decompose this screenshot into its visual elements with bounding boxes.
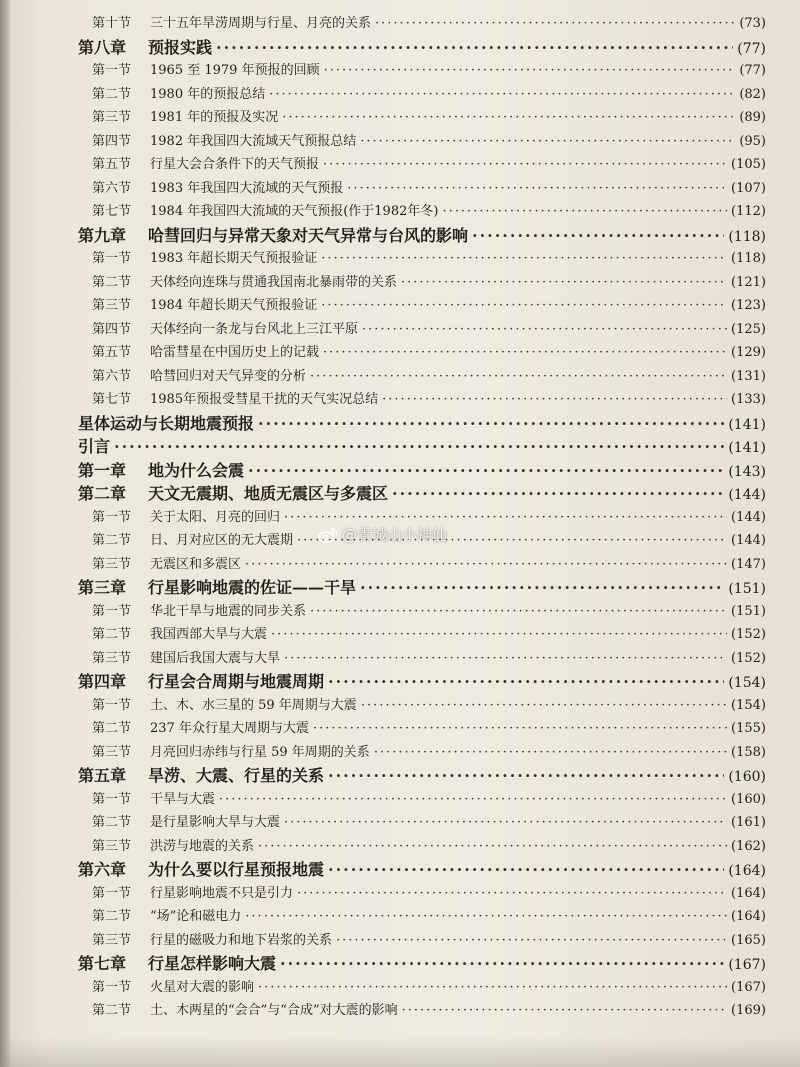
dot-leader: [269, 83, 735, 107]
toc-entry-label: 第一节: [92, 979, 132, 995]
toc-entry-title: 星体运动与长期地震预报: [78, 413, 255, 433]
toc-entry-chapter: [78, 858, 766, 882]
page-binding-shadow: [0, 0, 10, 1067]
toc-entry-page-number: (147): [731, 556, 766, 572]
toc-entry-chapter: [78, 36, 766, 60]
toc-entry-label: 第四节: [92, 321, 132, 337]
toc-entry-label: 第十节: [92, 16, 132, 31]
toc-entry-page-number: (152): [731, 627, 766, 642]
toc-entry-title: 行星会合周期与地震周期: [148, 672, 325, 691]
toc-entry-chapter: [78, 670, 766, 694]
toc-entry-page-number: (151): [731, 603, 766, 619]
toc-entry-section: [78, 835, 766, 859]
toc-entry-label: 第六章: [78, 860, 127, 879]
toc-entry-page-number: (105): [731, 157, 766, 172]
toc-entry-title: 哈彗回归与异常天象对天气异常与台风的影响: [148, 225, 469, 245]
toc-entry-section: [78, 600, 766, 624]
toc-entry-title: 引言: [78, 437, 111, 456]
toc-entry-label: 第二章: [78, 484, 127, 503]
toc-entry-title: 1983 年我国四大流域的天气预报: [150, 180, 344, 196]
dot-leader: [313, 717, 727, 741]
toc-entry-title: 哈彗回归对天气异变的分析: [150, 368, 307, 384]
toc-entry-page-number: (82): [739, 86, 766, 102]
toc-entry-title: 1965 至 1979 年预报的回顾: [150, 63, 320, 78]
dot-leader: [472, 224, 724, 248]
toc-entry-section: [78, 811, 766, 835]
toc-entry-label: 第一节: [92, 885, 132, 901]
dot-leader: [360, 576, 724, 600]
dot-leader: [248, 459, 724, 483]
dot-leader: [219, 788, 727, 812]
toc-entry-title: 1980 年的预报总结: [150, 86, 266, 102]
dot-leader: [297, 882, 727, 906]
toc-entry-section: [78, 294, 766, 318]
toc-entry-chapter: [78, 952, 766, 976]
toc-entry-page-number: (154): [731, 697, 766, 713]
toc-entry-section: [78, 318, 766, 342]
toc-entry-section: [78, 200, 766, 224]
toc-entry-section: [78, 788, 766, 812]
dot-leader: [374, 741, 727, 765]
toc-entry-page-number: (144): [728, 487, 766, 503]
dot-leader: [375, 12, 735, 36]
toc-entry-section: [78, 905, 766, 929]
toc-entry-page-number: (152): [731, 650, 766, 666]
toc-entry-page-number: (129): [731, 345, 766, 360]
toc-entry-page-number: (158): [731, 744, 766, 760]
toc-entry-label: 第一节: [92, 791, 132, 807]
toc-entry-label: 第三节: [92, 838, 132, 854]
toc-entry-title: 行星影响地震不只是引力: [150, 885, 294, 901]
toc-entry-page-number: (141): [728, 416, 766, 433]
toc-entry-label: 第二节: [92, 815, 132, 830]
toc-entry-label: 第一节: [92, 603, 132, 619]
toc-entry-label: 第七节: [92, 204, 132, 219]
toc-entry-title: 为什么要以行星预报地震: [148, 860, 325, 879]
toc-entry-title: 天文无震期、地质无震区与多震区: [148, 484, 389, 503]
toc-entry-section: [78, 83, 766, 107]
toc-entry-section: [78, 647, 766, 671]
toc-entry-page-number: (164): [728, 863, 766, 879]
toc-entry-page-number: (151): [728, 581, 766, 597]
toc-entry-label: 第三章: [78, 578, 127, 597]
toc-entry-chapter: [78, 764, 766, 788]
toc-entry-title: 1984 年我国四大流域的天气预报(作于1982年冬): [150, 204, 439, 219]
toc-entry-page-number: (73): [739, 16, 766, 31]
toc-entry-label: 第二节: [92, 1003, 132, 1018]
toc-entry-page-number: (95): [739, 133, 766, 149]
toc-entry-title: 月亮回归赤纬与行星 59 年周期的关系: [150, 744, 370, 760]
table-of-contents: [78, 12, 766, 1023]
toc-entry-section: [78, 341, 766, 365]
toc-entry-page-number: (161): [731, 815, 766, 830]
toc-entry-page-number: (123): [731, 298, 766, 313]
dot-leader: [392, 482, 724, 506]
toc-entry-title: 1981 年的预报及实况: [150, 110, 279, 125]
toc-entry-title: 干旱与大震: [150, 791, 216, 807]
toc-entry-page-number: (125): [731, 321, 766, 337]
toc-entry-label: 第四章: [78, 672, 127, 691]
dot-leader: [321, 247, 727, 271]
toc-entry-title: 1984 年超长期天气预报验证: [150, 298, 318, 313]
dot-leader: [245, 905, 727, 929]
toc-entry-label: 第一节: [92, 509, 132, 525]
toc-entry-title: 关于太阳、月亮的回归: [150, 509, 281, 525]
dot-leader: [347, 177, 727, 201]
watermark-text: @青城山小神仙: [342, 526, 448, 544]
toc-entry-page-number: (143): [728, 463, 766, 480]
toc-entry-title: 日、月对应区的无大震期: [150, 533, 294, 548]
toc-entry-label: 第七章: [78, 954, 127, 973]
toc-entry-title: 建国后我国大震与大旱: [150, 650, 281, 666]
toc-entry-label: 第六节: [92, 368, 132, 384]
toc-entry-title: 行星怎样影响大震: [148, 954, 277, 973]
toc-entry-title: 三十五年旱涝周期与行星、月亮的关系: [150, 16, 372, 31]
toc-entry-label: 第五章: [78, 766, 127, 785]
dot-leader: [310, 600, 727, 624]
toc-entry-label: 第二节: [92, 627, 132, 642]
toc-entry-section: [78, 999, 766, 1023]
dot-leader: [114, 435, 724, 459]
toc-entry-page-number: (162): [731, 838, 766, 854]
toc-entry-section: [78, 130, 766, 154]
toc-entry-title: 天体经向连珠与贯通我国南北暴雨带的关系: [150, 274, 398, 290]
toc-entry-page-number: (118): [731, 251, 766, 266]
toc-entry-title: 237 年众行星大周期与大震: [150, 721, 309, 736]
toc-entry-title: 无震区和多震区: [150, 556, 242, 572]
dot-leader: [280, 952, 724, 976]
toc-entry-label: 第三节: [92, 556, 132, 572]
toc-entry-part: [78, 412, 766, 436]
toc-entry-chapter: [78, 576, 766, 600]
dot-leader: [258, 835, 727, 859]
toc-entry-label: 第一节: [92, 697, 132, 713]
dot-leader: [328, 670, 724, 694]
toc-entry-title: 洪涝与地震的关系: [150, 838, 255, 854]
toc-entry-label: 第一节: [92, 251, 132, 266]
toc-entry-label: 第二节: [92, 533, 132, 548]
toc-entry-title: 天体经向一条龙与台风北上三江平原: [150, 321, 359, 337]
toc-entry-title: 行星大会合条件下的天气预报: [150, 157, 320, 172]
toc-entry-page-number: (112): [731, 204, 766, 219]
dot-leader: [328, 764, 724, 788]
toc-entry-label: 第七节: [92, 392, 132, 407]
toc-entry-page-number: (169): [731, 1003, 766, 1018]
toc-entry-section: [78, 623, 766, 647]
toc-entry-page-number: (133): [731, 392, 766, 407]
watermark: [318, 524, 447, 545]
dot-leader: [282, 106, 735, 130]
toc-entry-label: 第五节: [92, 345, 132, 360]
dot-leader: [258, 976, 727, 1000]
dot-leader: [310, 365, 727, 389]
toc-entry-label: 第五节: [92, 157, 132, 172]
toc-entry-label: 第二节: [92, 909, 132, 924]
toc-entry-page-number: (141): [728, 440, 766, 456]
toc-entry-label: 第三节: [92, 744, 132, 760]
toc-entry-page-number: (167): [728, 957, 766, 973]
toc-entry-chapter: [78, 224, 766, 248]
dot-leader: [328, 858, 724, 882]
toc-entry-label: 第八章: [78, 37, 127, 57]
toc-entry-title: 行星影响地震的佐证——干旱: [148, 578, 357, 597]
toc-entry-section: [78, 388, 766, 412]
toc-entry-title: 哈雷彗星在中国历史上的记载: [150, 345, 320, 360]
toc-entry-chapter: [78, 482, 766, 506]
toc-entry-page-number: (77): [739, 63, 766, 78]
toc-entry-page-number: (118): [728, 228, 766, 245]
toc-entry-section: [78, 247, 766, 271]
toc-entry-page-number: (107): [731, 180, 766, 196]
toc-entry-title: 我国西部大旱与大震: [150, 627, 268, 642]
toc-entry-label: 第三节: [92, 110, 132, 125]
toc-entry-label: 第一节: [92, 63, 132, 78]
toc-entry-label: 第二节: [92, 274, 132, 290]
page-bottom-shadow: [0, 1037, 800, 1067]
dot-leader: [284, 647, 727, 671]
dot-leader: [360, 130, 735, 154]
toc-entry-page-number: (131): [731, 368, 766, 384]
toc-entry-label: 第三节: [92, 298, 132, 313]
toc-entry-chapter: [78, 459, 766, 483]
toc-entry-page-number: (167): [731, 979, 766, 995]
dot-leader: [362, 318, 727, 342]
dot-leader: [361, 694, 727, 718]
toc-entry-page-number: (77): [737, 40, 766, 57]
toc-entry-label: 第二节: [92, 86, 132, 102]
weibo-icon: [318, 527, 338, 543]
toc-entry-title: 行星的磁吸力和地下岩浆的关系: [150, 932, 333, 948]
toc-entry-section: [78, 553, 766, 577]
toc-entry-section: [78, 177, 766, 201]
toc-entry-section: [78, 717, 766, 741]
toc-entry-section: [78, 976, 766, 1000]
toc-entry-label: 第四节: [92, 133, 132, 149]
toc-entry-page-number: (160): [728, 769, 766, 785]
toc-entry-label: 第三节: [92, 932, 132, 948]
dot-leader: [321, 294, 727, 318]
dot-leader: [258, 412, 724, 436]
toc-entry-page-number: (144): [731, 509, 766, 525]
toc-entry-page-number: (164): [731, 909, 766, 924]
toc-entry-page-number: (121): [731, 274, 766, 290]
toc-entry-label: 第二节: [92, 721, 132, 736]
dot-leader: [323, 341, 727, 365]
toc-entry-section: [78, 882, 766, 906]
dot-leader: [271, 623, 727, 647]
toc-entry-title: 1985年预报受彗星干扰的天气实况总结: [150, 392, 379, 407]
dot-leader: [402, 999, 727, 1023]
toc-entry-title: 火星对大震的影响: [150, 979, 255, 995]
toc-entry-label: 第九章: [78, 225, 127, 245]
toc-entry-section: [78, 12, 766, 36]
toc-entry-title: 预报实践: [148, 37, 213, 57]
dot-leader: [336, 929, 727, 953]
dot-leader: [323, 153, 727, 177]
dot-leader: [216, 36, 733, 60]
toc-entry-section: [78, 741, 766, 765]
dot-leader: [284, 811, 727, 835]
toc-entry-section: [78, 271, 766, 295]
toc-entry-section: [78, 929, 766, 953]
toc-entry-title: 1982 年我国四大流域天气预报总结: [150, 133, 357, 149]
dot-leader: [324, 59, 736, 83]
toc-entry-title: 旱涝、大震、行星的关系: [148, 766, 325, 785]
toc-entry-section: [78, 365, 766, 389]
toc-entry-page-number: (160): [731, 791, 766, 807]
toc-entry-page-number: (144): [731, 533, 766, 548]
toc-entry-page-number: (165): [731, 932, 766, 948]
toc-entry-title: 地为什么会震: [148, 460, 245, 480]
toc-entry-page-number: (164): [731, 885, 766, 901]
dot-leader: [245, 553, 727, 577]
dot-leader: [401, 271, 727, 295]
toc-entry-intro: [78, 435, 766, 459]
toc-entry-label: 第三节: [92, 650, 132, 666]
toc-entry-page-number: (155): [731, 721, 766, 736]
dot-leader: [442, 200, 727, 224]
toc-entry-title: 土、木、水三星的 59 年周期与大震: [150, 697, 357, 713]
toc-entry-section: [78, 59, 766, 83]
toc-entry-label: 第一章: [78, 460, 127, 480]
toc-entry-title: 1983 年超长期天气预报验证: [150, 251, 318, 266]
toc-entry-page-number: (89): [739, 110, 766, 125]
toc-entry-title: 土、木两星的“会合”与“合成”对大震的影响: [150, 1003, 398, 1018]
toc-entry-title: 华北干旱与地震的同步关系: [150, 603, 307, 619]
toc-entry-page-number: (154): [728, 675, 766, 691]
toc-entry-title: 是行星影响大旱与大震: [150, 815, 281, 830]
toc-entry-section: [78, 694, 766, 718]
toc-entry-section: [78, 153, 766, 177]
toc-entry-section: [78, 106, 766, 130]
dot-leader: [382, 388, 727, 412]
toc-entry-label: 第六节: [92, 180, 132, 196]
toc-entry-title: “场”论和磁电力: [150, 909, 242, 924]
